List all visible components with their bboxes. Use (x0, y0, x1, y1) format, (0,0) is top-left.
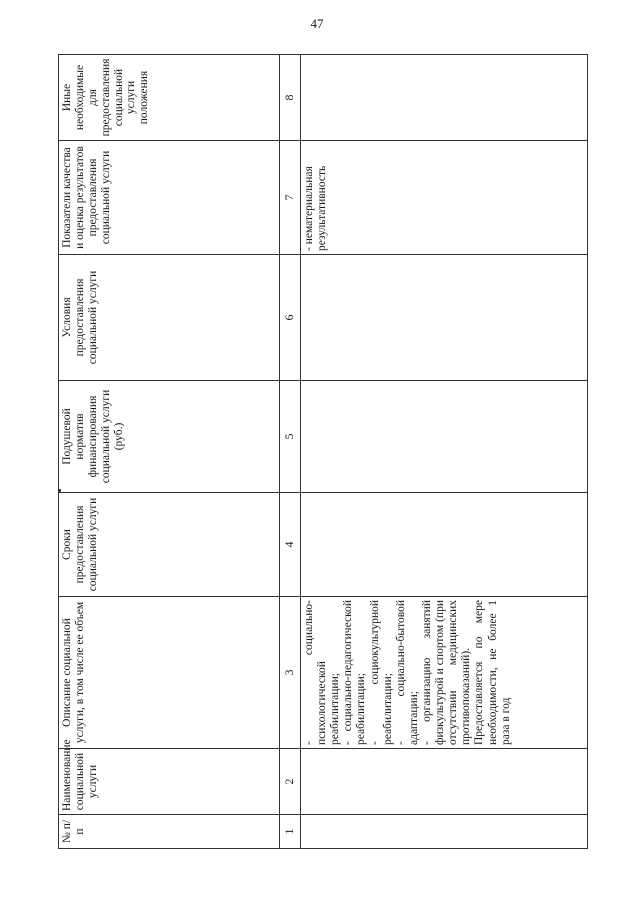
description-line: Предоставляется по мере необходимости, не более 1 раза в год (473, 600, 512, 745)
column-number: 3 (280, 597, 301, 749)
header-terms: Сроки предоставления социальной услуги (59, 493, 280, 597)
header-description: Описание социальной услуги, в том числе ее объем (59, 597, 280, 749)
table-row (301, 55, 588, 849)
cell-financing (301, 381, 588, 493)
description-line: - организацию занятий физкультурой и спортом (при отсутствии медицинских противопоказаний). (420, 600, 473, 745)
header-financing: Подушевой норматив финансирования социальной услуги (руб.) (59, 381, 280, 493)
header-service-name: Наименование социальной услуги (59, 749, 280, 815)
header-number: № п/п (59, 815, 280, 849)
page-number: 47 (310, 16, 324, 31)
column-number: 4 (280, 493, 301, 597)
cell-number (301, 815, 588, 849)
cell-terms (301, 493, 588, 597)
column-number: 7 (280, 141, 301, 255)
cell-other (301, 55, 588, 141)
social-services-table (58, 54, 588, 849)
description-line: - социально-бытовой адаптации; (394, 600, 420, 745)
cell-quality: - нематериальная результативность (301, 141, 588, 255)
column-number: 1 (280, 815, 301, 849)
cell-service-name (301, 749, 588, 815)
header-other: Иные необходимые для предоставления социальной услуги положения (59, 55, 280, 141)
description-line: - социально-педагогической реабилитации; (342, 600, 368, 745)
rotated-table-wrapper (58, 55, 580, 849)
header-row (59, 55, 280, 849)
cell-description (301, 597, 588, 749)
cell-conditions (301, 255, 588, 381)
description-line: - социально-психологической реабилитации; (303, 600, 342, 745)
column-number: 5 (280, 381, 301, 493)
column-number: 2 (280, 749, 301, 815)
description-line: - социокультурной реабилитации; (368, 600, 394, 745)
header-quality: Показатели качества и оценка результатов предоставления социальной услуги (59, 141, 280, 255)
column-number-row (280, 55, 301, 849)
column-number: 6 (280, 255, 301, 381)
column-number: 8 (280, 55, 301, 141)
header-conditions: Условия предоставления социальной услуги (59, 255, 280, 381)
